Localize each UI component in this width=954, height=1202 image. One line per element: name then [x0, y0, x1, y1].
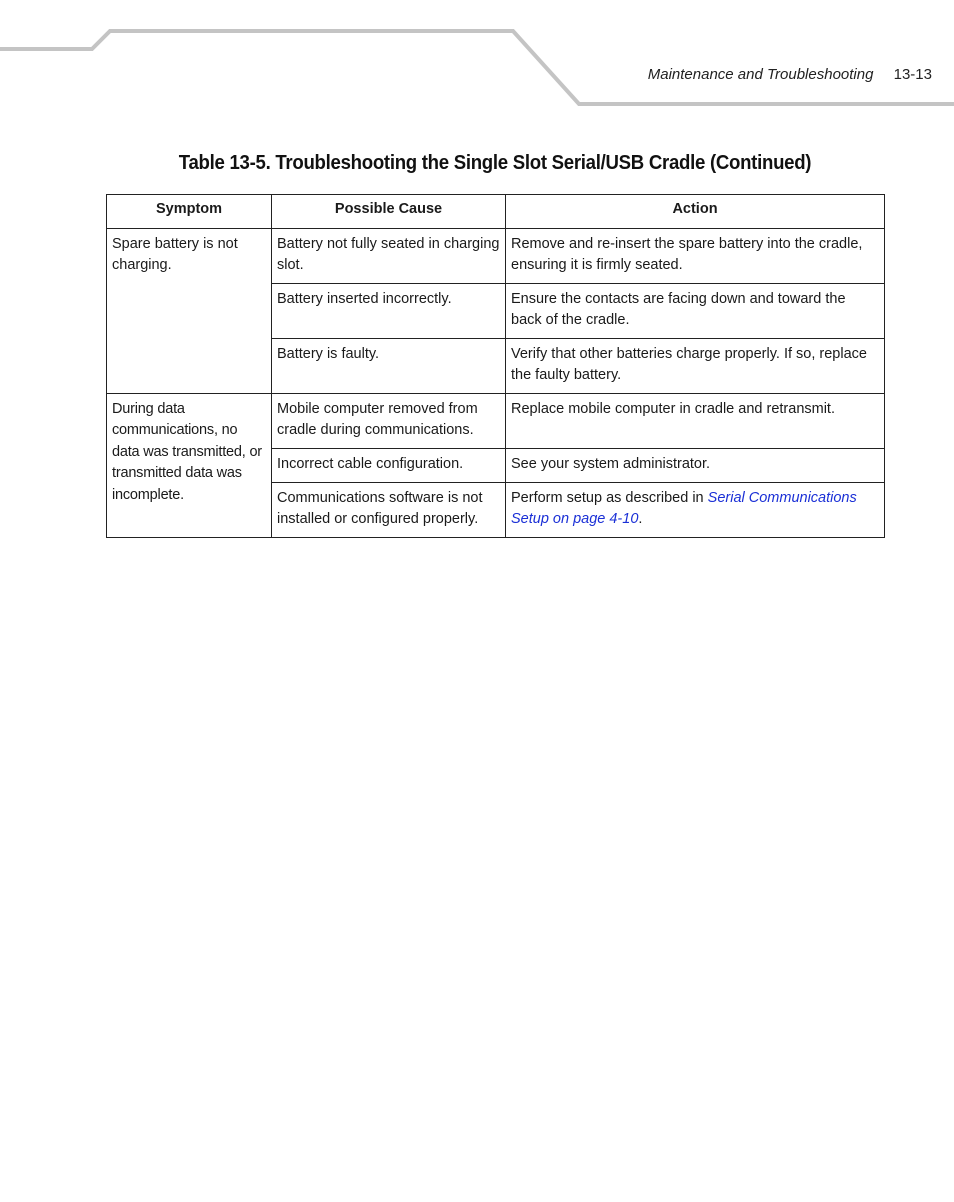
action-cell [506, 482, 885, 537]
section-title: Maintenance and Troubleshooting [647, 66, 874, 83]
running-header [648, 66, 932, 83]
symptom-cell: During data communications, no data was transmitted, or transmitted data was incomplete. [107, 393, 272, 537]
action-cell: Ensure the contacts are facing down and toward the back of the cradle. [506, 283, 885, 338]
action-text-suffix: . [638, 511, 643, 527]
header-decoration [0, 0, 954, 120]
action-cell: Verify that other batteries charge properly. If so, replace the faulty battery. [506, 338, 885, 393]
column-header-action: Action [506, 195, 885, 229]
cause-cell: Battery not fully seated in charging slot. [272, 228, 506, 283]
action-cell: Replace mobile computer in cradle and retransmit. [506, 393, 885, 448]
action-cell: See your system administrator. [506, 448, 885, 482]
action-cell: Remove and re-insert the spare battery into the cradle, ensuring it is firmly seated. [506, 228, 885, 283]
serial-communications-setup-link[interactable]: Serial Communications Setup on page 4-10 [511, 489, 857, 527]
cause-cell: Battery is faulty. [272, 338, 506, 393]
cause-cell: Incorrect cable configuration. [272, 448, 506, 482]
cause-cell: Battery inserted incorrectly. [272, 283, 506, 338]
cause-cell: Communications software is not installed or configured properly. [272, 482, 506, 537]
column-header-symptom: Symptom [107, 195, 272, 229]
table-row [107, 228, 885, 283]
page-number: 13-13 [893, 66, 932, 83]
table-title: Table 13-5. Troubleshooting the Single Slot Serial/USB Cradle (Continued) [178, 152, 812, 174]
troubleshooting-table [106, 194, 885, 538]
cause-cell: Mobile computer removed from cradle during communications. [272, 393, 506, 448]
action-text: Perform setup as described in [511, 489, 708, 506]
symptom-cell: Spare battery is not charging. [107, 228, 272, 393]
table-header-row [107, 195, 885, 229]
column-header-possible-cause: Possible Cause [272, 195, 506, 229]
table-row [107, 393, 885, 448]
